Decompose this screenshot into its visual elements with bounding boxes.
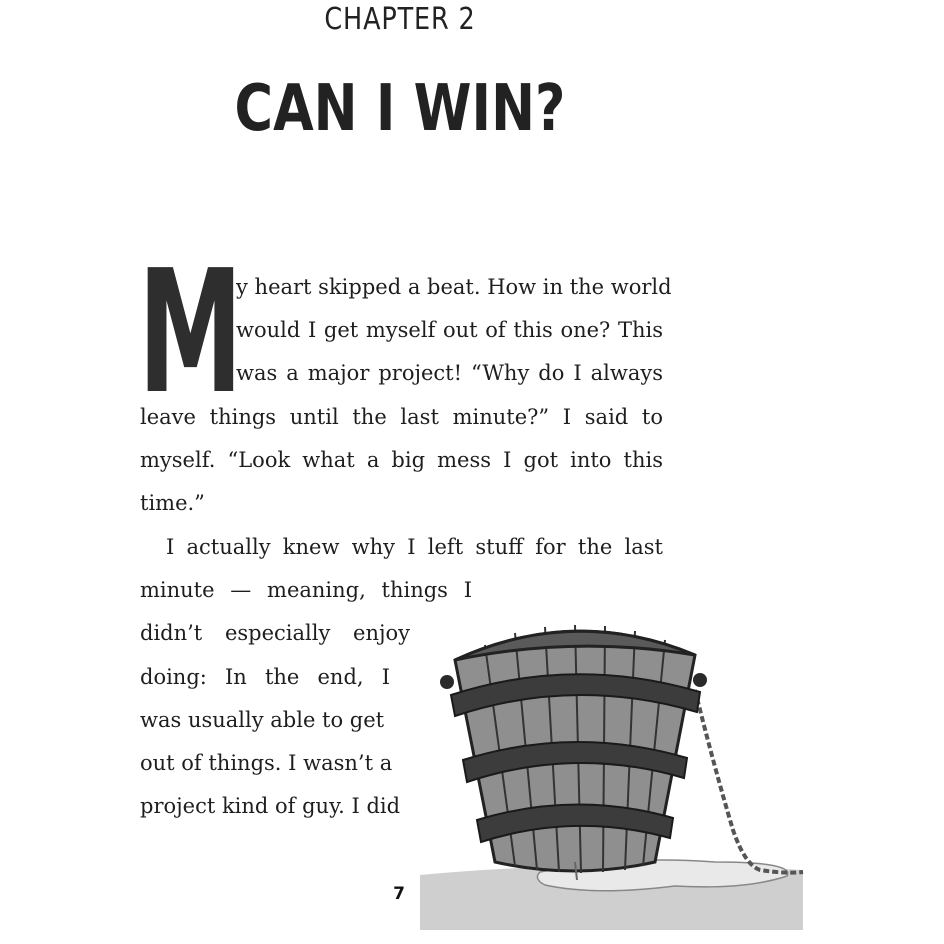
drop-cap: M [138,234,243,432]
body-line: project kind of guy. I did [140,794,401,818]
wooden-bucket-icon [415,600,805,930]
body-line: leave things until the last minute?” I said to [140,405,663,429]
chapter-label: CHAPTER 2 [324,2,476,37]
body-line: was usually able to get [140,708,385,732]
body-line: would I get myself out of this one? This [236,318,663,342]
rope [695,690,803,873]
chapter-title: CAN I WIN? [234,72,566,146]
body-line: was a major project! “Why do I always [236,361,663,385]
page-number: 7 [393,884,405,904]
body-line: out of things. I wasn’t a [140,751,393,775]
body-line: myself. “Look what a big mess I got into this [140,448,663,472]
body-line: I actually knew why I left stuff for the last [166,535,663,559]
body-line: didn’t especially enjoy [140,621,410,645]
body-line: minute — meaning, things I [140,578,472,602]
body-line: time.” [140,491,205,515]
body-line: y heart skipped a beat. How in the world [236,275,672,299]
body-line: doing: In the end, I [140,665,390,689]
